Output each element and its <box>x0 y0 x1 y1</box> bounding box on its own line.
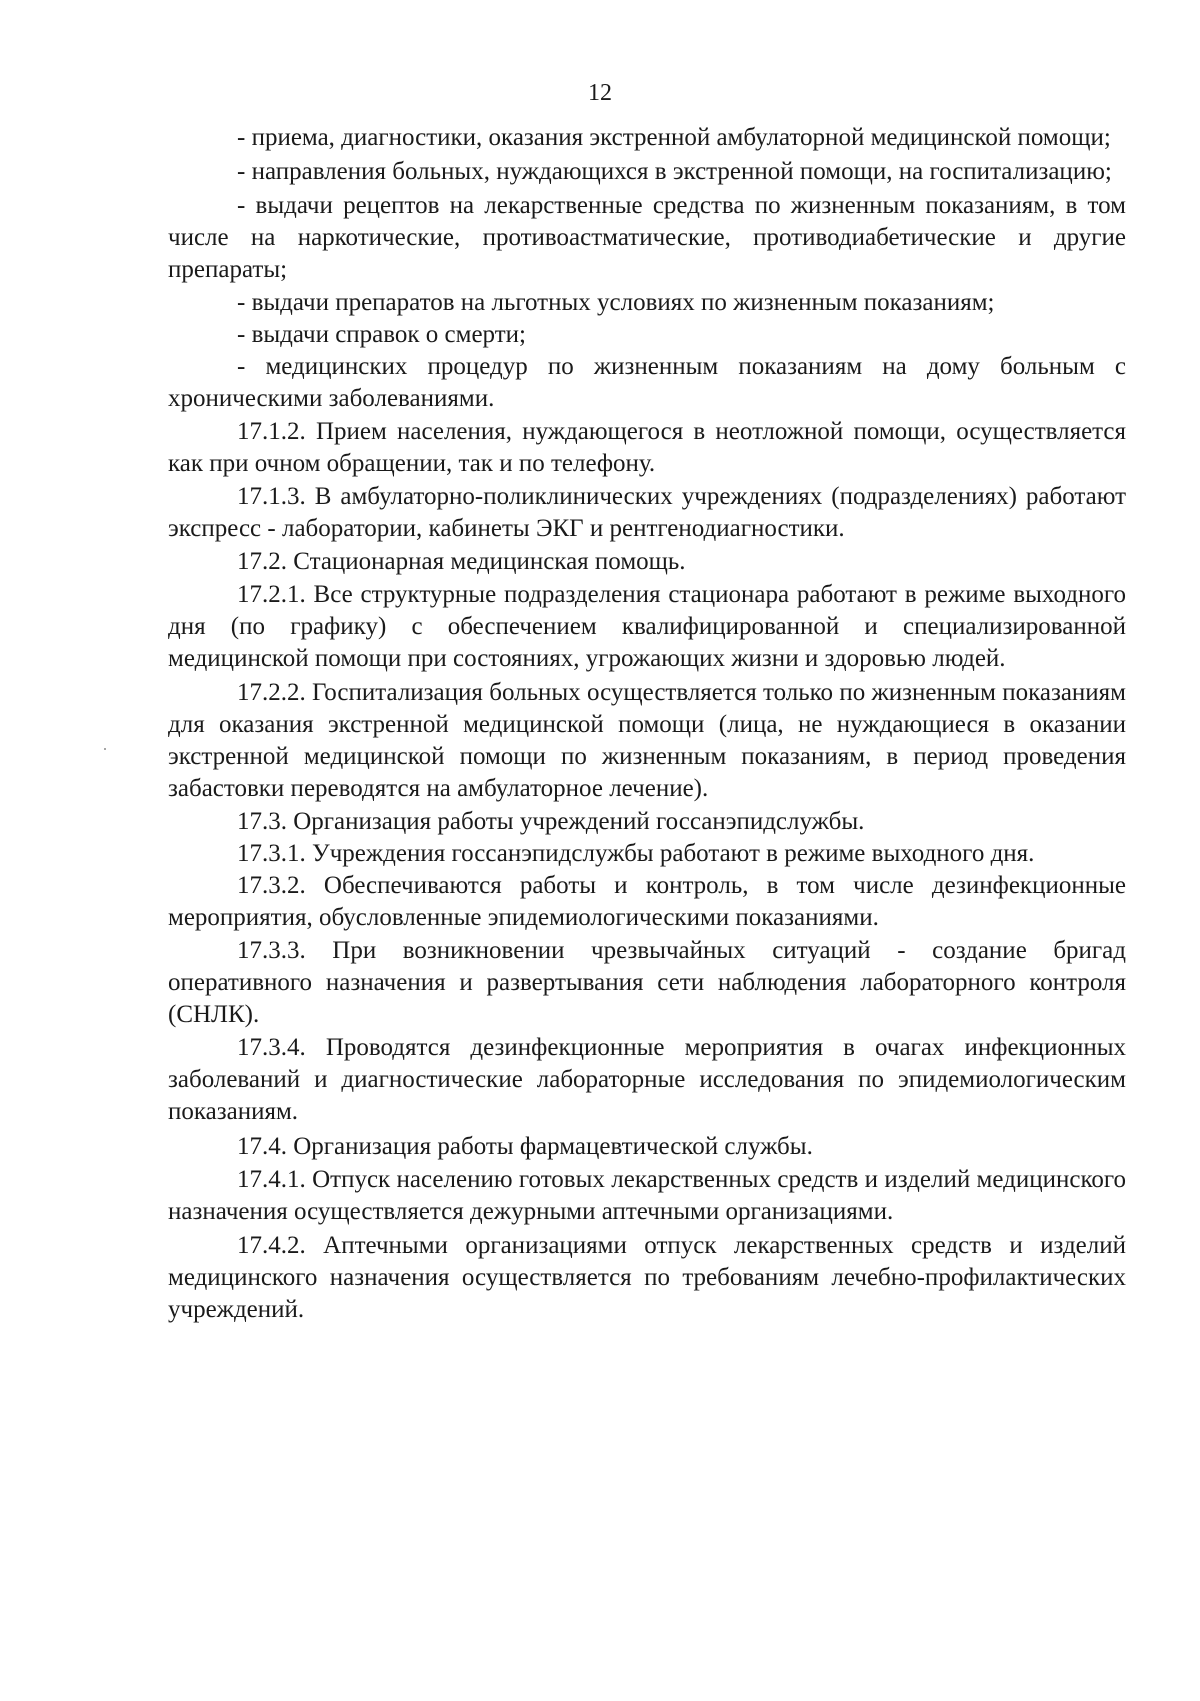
paragraph-item-reception: - приема, диагностики, оказания экстренной амбулаторной медицинской помощи; <box>237 124 1111 151</box>
paragraph-17-4-2: 17.4.2. Аптечными организациями отпуск лекарственных средств и изделий медицинского назначения осуществляется по требованиям лечебно-профилактических учреждений. <box>168 1232 1126 1323</box>
paragraph-item-prescriptions: - выдачи рецептов на лекарственные средства по жизненным показаниям, в том числе на наркотические, противоастматические, противодиабетические и другие препараты; <box>168 192 1126 283</box>
heading-17-2: 17.2. Стационарная медицинская помощь. <box>237 548 686 575</box>
paragraph-item-death-certificates: - выдачи справок о смерти; <box>237 321 526 348</box>
paragraph-17-3-2: 17.3.2. Обеспечиваются работы и контроль, в том числе дезинфекционные мероприятия, обусловленные эпидемиологическими показаниями. <box>168 872 1126 931</box>
scan-speck <box>104 748 106 750</box>
paragraph-17-3-1: 17.3.1. Учреждения госсанэпидслужбы работают в режиме выходного дня. <box>237 840 1035 867</box>
paragraph-17-2-1: 17.2.1. Все структурные подразделения стационара работают в режиме выходного дня (по графику) с обеспечением квалифицированной и специализированной медицинской помощи при состояниях, угрожающих жизни и здоровью людей. <box>168 581 1126 672</box>
paragraph-item-preferential-drugs: - выдачи препаратов на льготных условиях по жизненным показаниям; <box>237 289 995 316</box>
paragraph-item-referral: - направления больных, нуждающихся в экстренной помощи, на госпитализацию; <box>237 158 1112 185</box>
paragraph-item-home-procedures: - медицинских процедур по жизненным показаниям на дому больным с хроническими заболеваниями. <box>168 353 1126 412</box>
paragraph-17-3-4: 17.3.4. Проводятся дезинфекционные мероприятия в очагах инфекционных заболеваний и диагностические лабораторные исследования по эпидемиологическим показаниям. <box>168 1034 1126 1125</box>
heading-17-4: 17.4. Организация работы фармацевтической службы. <box>237 1133 813 1160</box>
heading-17-3: 17.3. Организация работы учреждений госсанэпидслужбы. <box>237 808 865 835</box>
document-body <box>168 122 1126 1326</box>
paragraph-17-1-2: 17.1.2. Прием населения, нуждающегося в неотложной помощи, осуществляется как при очном обращении, так и по телефону. <box>168 418 1126 477</box>
paragraph-17-1-3: 17.1.3. В амбулаторно-поликлинических учреждениях (подразделениях) работают экспресс - лаборатории, кабинеты ЭКГ и рентгенодиагностики. <box>168 483 1126 542</box>
paragraph-17-2-2: 17.2.2. Госпитализация больных осуществляется только по жизненным показаниям для оказания экстренной медицинской помощи (лица, не нуждающиеся в оказании экстренной медицинской помощи по жизненным показаниям, в период проведения забастовки переводятся на амбулаторное лечение). <box>168 679 1126 802</box>
paragraph-17-3-3: 17.3.3. При возникновении чрезвычайных ситуаций - создание бригад оперативного назначения и развертывания сети наблюдения лабораторного контроля (СНЛК). <box>168 937 1126 1028</box>
paragraph-17-4-1: 17.4.1. Отпуск населению готовых лекарственных средств и изделий медицинского назначения осуществляется дежурными аптечными организациями. <box>168 1166 1126 1225</box>
page-number: 12 <box>588 80 612 106</box>
